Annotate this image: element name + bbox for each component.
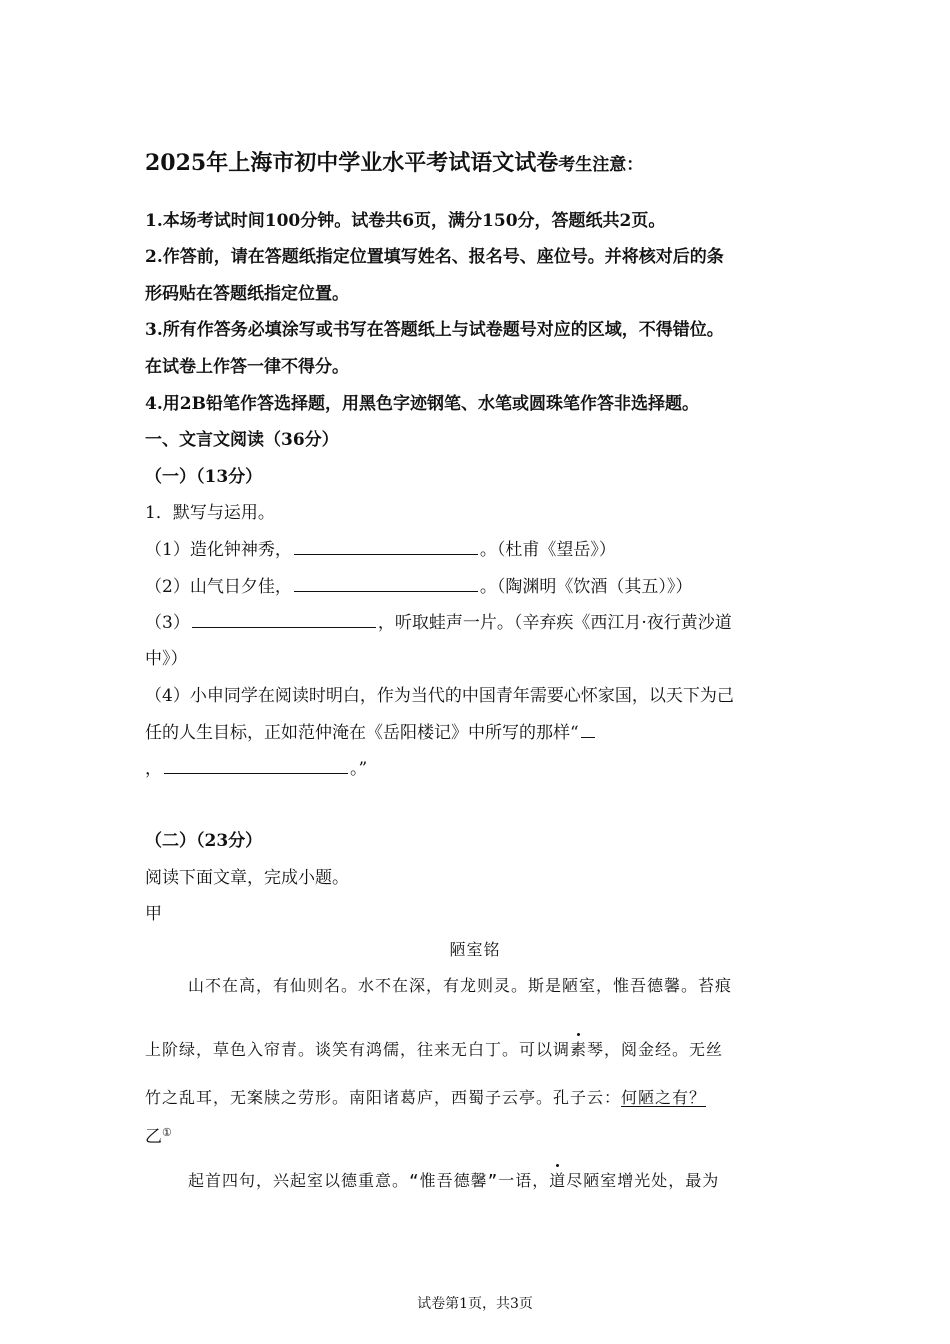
answer-blank-2[interactable] <box>294 575 478 592</box>
item-4-text: 任的人生目标，正如范仲淹在《岳阳楼记》中所写的那样“ <box>145 723 579 743</box>
part-1-heading: （一）（13分） <box>145 467 263 487</box>
poem-line-1: 山不在高，有仙则名。水不在深，有龙则灵。斯是陋室，惟吾德馨。苔痕 <box>188 976 733 995</box>
item-1-prefix: （1）造化钟神秀， <box>145 540 292 560</box>
exam-title <box>145 152 643 176</box>
notice-4: 4.用2B铅笔作答选择题，用黑色字迹钢笔、水笔或圆珠笔作答非选择题。 <box>145 394 699 414</box>
notice-1: 1.本场考试时间100分钟。试卷共6页，满分150分，答题纸共2页。 <box>145 211 666 231</box>
item-4-line-1: （4）小申同学在阅读时明白，作为当代的中国青年需要心怀家国，以天下为己 <box>145 686 734 706</box>
question-1: 1．默写与运用。 <box>145 503 275 523</box>
text-label-jia: 甲 <box>145 904 162 924</box>
item-3-suffix: ，听取蛙声一片。（辛弃疾《西江月·夜行黄沙道 <box>377 613 732 633</box>
answer-blank-1[interactable] <box>294 538 478 555</box>
notice-3-cont: 在试卷上作答一律不得分。 <box>145 357 349 377</box>
commentary-post: 尽陋室增光处，最为 <box>566 1171 720 1190</box>
item-4-suffix: 。” <box>350 759 368 779</box>
item-1-suffix: 。（杜甫《望岳》） <box>479 540 616 560</box>
poem-line-2-pre: 上阶绿，草色入帘青。谈笑有鸿儒，往来无白丁。可以调 <box>145 1040 571 1059</box>
footnote-marker: ① <box>162 1126 172 1139</box>
emphasis-char-dao: 道 <box>549 1171 567 1190</box>
underlined-quote: 何陋之有？ <box>621 1088 707 1107</box>
part-2-heading: （二）（23分） <box>145 831 263 851</box>
title-text: 2025年上海市初中学业水平考试语文试卷 <box>145 150 559 176</box>
item-4-line-3 <box>145 757 367 780</box>
section-heading: 一、文言文阅读（36分） <box>145 430 339 450</box>
notice-2-cont: 形码贴在答题纸指定位置。 <box>145 284 349 304</box>
item-1 <box>145 538 616 561</box>
item-3-cont: 中》） <box>145 649 188 669</box>
notice-label: 考生注意： <box>558 155 644 175</box>
text-label-yi <box>145 1122 172 1148</box>
notice-2: 2.作答前，请在答题纸指定位置填写姓名、报名号、座位号。并将核对后的条 <box>145 247 724 267</box>
emphasis-char-su: 素 <box>570 1040 588 1059</box>
page-footer: 试卷第1页，共3页 <box>417 1296 533 1312</box>
item-2 <box>145 575 692 598</box>
reading-instruction: 阅读下面文章，完成小题。 <box>145 868 349 888</box>
poem-line-3-pre: 竹之乱耳，无案牍之劳形。南阳诸葛庐，西蜀子云亭。孔子云： <box>145 1088 622 1107</box>
yi-label: 乙 <box>145 1127 162 1147</box>
poem-line-2 <box>145 1039 723 1061</box>
notice-3: 3.所有作答务必填涂写或书写在答题纸上与试卷题号对应的区域，不得错位。 <box>145 320 724 340</box>
commentary-pre: 起首四句，兴起室以德重意。“惟吾德馨”一语， <box>188 1171 550 1190</box>
answer-blank-3[interactable] <box>192 611 376 628</box>
answer-blank-4a[interactable] <box>581 721 595 738</box>
poem-line-3 <box>145 1087 706 1109</box>
poem-title: 陋室铭 <box>449 940 501 959</box>
item-2-suffix: 。（陶渊明《饮酒（其五）》） <box>479 577 693 597</box>
poem-line-2-post: 琴，阅金经。无丝 <box>587 1040 724 1059</box>
item-4-comma: ， <box>145 759 162 779</box>
commentary-line-1 <box>188 1170 719 1192</box>
item-3 <box>145 611 732 634</box>
item-2-prefix: （2）山气日夕佳， <box>145 577 292 597</box>
answer-blank-4b[interactable] <box>164 757 348 774</box>
item-3-prefix: （3） <box>145 613 190 633</box>
item-4-line-2 <box>145 721 597 744</box>
